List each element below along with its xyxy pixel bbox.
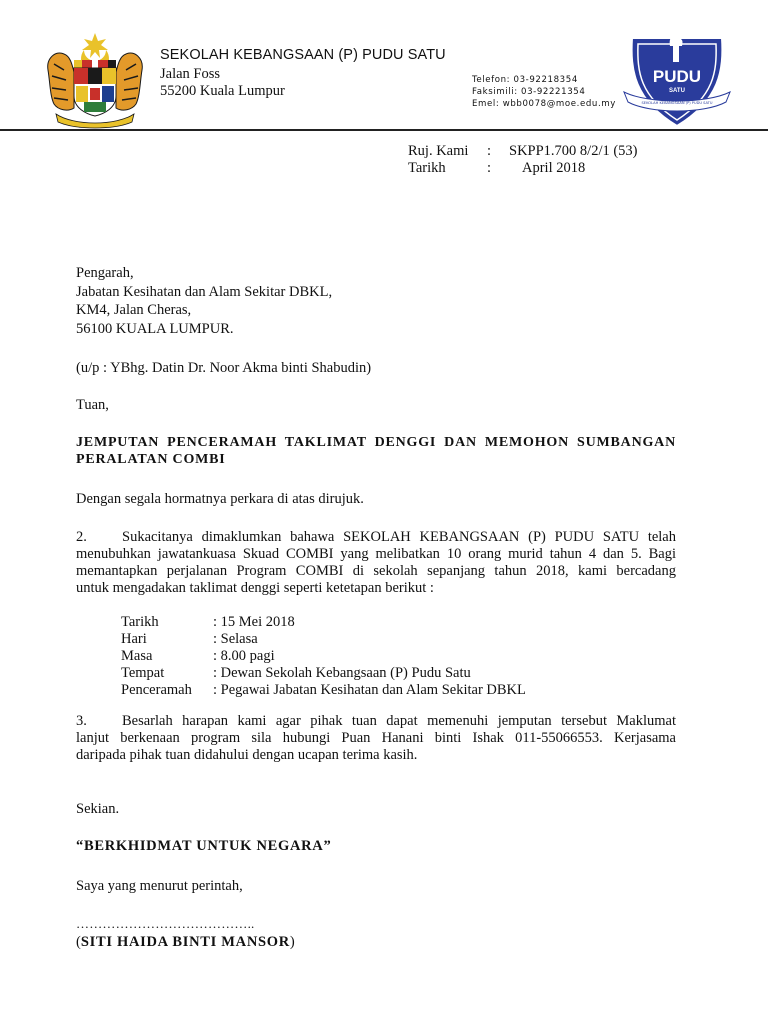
paragraph-line: Besarlah harapan kami agar pihak tuan dapat memenuhi jemputan tersebut Maklumat: [122, 713, 676, 729]
closing: Sekian.: [76, 801, 120, 817]
paragraph-number: 3.: [76, 713, 87, 729]
badge-banner-text: SEKOLAH KEBANGSAAN (P) PUDU SATU: [641, 101, 713, 105]
paragraph-number: 2.: [76, 529, 87, 545]
paragraph-line: daripada pihak tuan didahului dengan ucapan terima kasih.: [76, 747, 418, 763]
school-name: SEKOLAH KEBANGSAAN (P) PUDU SATU: [160, 47, 446, 63]
recipient-line: KM4, Jalan Cheras,: [76, 302, 192, 318]
detail-key: Hari: [121, 631, 147, 647]
recipient-address: [76, 264, 332, 338]
motto: “BERKHIDMAT UNTUK NEGARA”: [76, 838, 332, 854]
malaysia-coat-of-arms-logo: [44, 30, 146, 130]
date-label: Tarikh: [408, 160, 446, 176]
paragraph-line: menubuhkan jawatankuasa Skuad COMBI yang melibatkan 10 orang murid tahun 4 dan 5. Bagi: [76, 546, 676, 562]
fax-number: Faksimili: 03-92221354: [472, 87, 586, 97]
detail-value: : Selasa: [213, 631, 258, 647]
signer-open-paren: (: [76, 934, 81, 950]
date-value: April 2018: [522, 160, 586, 176]
email-address: Emel: wbb0078@moe.edu.my: [472, 99, 616, 109]
detail-key: Masa: [121, 648, 153, 664]
badge-satu-text: SATU: [669, 88, 685, 94]
detail-key: Penceramah: [121, 682, 192, 698]
subject-line-2: PERALATAN COMBI: [76, 452, 226, 467]
header-divider: [0, 129, 768, 131]
paragraph-2: [76, 529, 676, 597]
recipient-line: Pengarah,: [76, 265, 134, 281]
address-line-1: Jalan Foss: [160, 66, 221, 82]
reference-label: Ruj. Kami: [408, 143, 469, 159]
recipient-line: 56100 KUALA LUMPUR.: [76, 320, 234, 337]
recipient-line: Jabatan Kesihatan dan Alam Sekitar DBKL,: [76, 283, 333, 300]
signer-name: [76, 934, 295, 951]
paragraph-line: Sukacitanya dimaklumkan bahawa SEKOLAH KEBANGSAAN (P) PUDU SATU telah: [122, 529, 676, 545]
signature-line: …………………………………..: [76, 916, 255, 931]
detail-value: : Pegawai Jabatan Kesihatan dan Alam Sekitar DBKL: [213, 682, 526, 698]
sign-off: Saya yang menurut perintah,: [76, 878, 243, 894]
phone-number: Telefon: 03-92218354: [472, 75, 578, 85]
detail-value: : Dewan Sekolah Kebangsaan (P) Pudu Satu: [213, 665, 471, 681]
reference-colon: :: [487, 143, 492, 159]
date-colon: :: [487, 160, 492, 176]
address-line-2: 55200 Kuala Lumpur: [160, 83, 285, 99]
detail-value: : 8.00 pagi: [213, 648, 275, 664]
paragraph-3: [76, 713, 676, 764]
school-badge-logo: [618, 30, 736, 132]
subject-line-1: JEMPUTAN PENCERAMAH TAKLIMAT DENGGI DAN MEMOHON SUMBANGAN: [76, 435, 676, 450]
opening-sentence: Dengan segala hormatnya perkara di atas dirujuk.: [76, 491, 364, 507]
detail-key: Tempat: [121, 665, 165, 681]
signer-close-paren: ): [289, 934, 295, 950]
detail-value: : 15 Mei 2018: [213, 614, 295, 630]
reference-number: SKPP1.700 8/2/1 (53): [509, 143, 638, 159]
attention-line: (u/p : YBhg. Datin Dr. Noor Akma binti Shabudin): [76, 360, 372, 376]
badge-pudu-text: PUDU: [652, 67, 702, 86]
detail-key: Tarikh: [121, 614, 159, 630]
salutation: Tuan,: [76, 397, 109, 413]
signer-name-text: SITI HAIDA BINTI MANSOR: [80, 934, 290, 950]
paragraph-line: untuk mengadakan taklimat denggi seperti ketetapan berikut :: [76, 580, 434, 596]
paragraph-line: memantapkan perjalanan Program COMBI di sekolah sepanjang tahun 2018, kami bercadang: [76, 563, 676, 579]
paragraph-line: lanjut berkenaan program sila hubungi Puan Hanani binti Ishak 011-55066553. Kerjasama: [76, 730, 676, 746]
